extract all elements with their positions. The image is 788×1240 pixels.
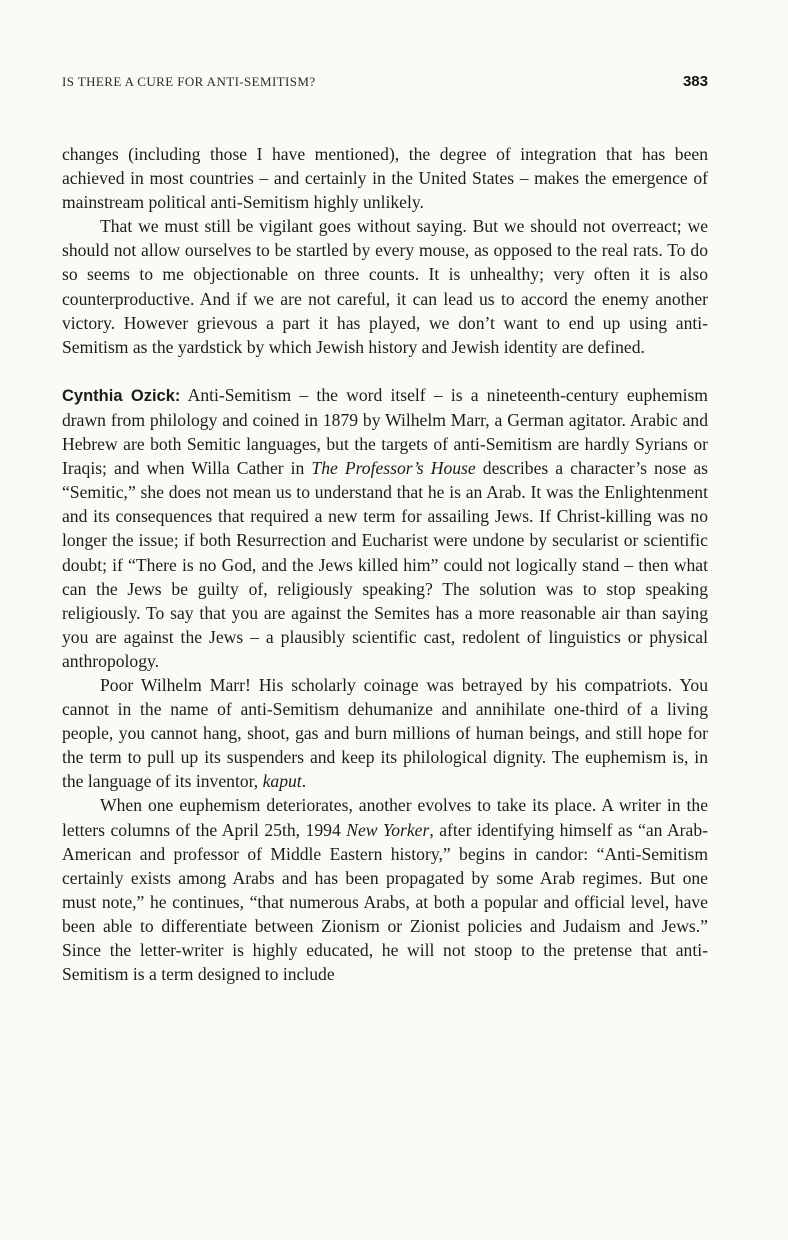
italic-word: kaput (262, 771, 302, 792)
paragraph (62, 673, 708, 793)
paragraph-text: When one euphemism deteriorates, another evolves to take its place. A writer in the letters columns of the April 25th, 1994 (62, 795, 708, 840)
paragraph-text: , after identifying himself as “an Arab-American and professor of Middle Eastern history,” begins in candor: “Anti-Semitism certainly exists among Arabs and has been propagated by some Arab regimes. But one must note,” he continues, “that numerous Arabs, at both a popular and official level, have been able to differentiate between Zionism or Zionist policies and Judaism and Jews.” Since the letter-writer is highly educated, he will not stoop to the pretense that anti-Semitism is a term designed to include (62, 819, 709, 985)
book-title: The Professor’s House (311, 458, 476, 479)
running-title: IS THERE A CURE FOR ANTI-SEMITISM? (62, 74, 316, 89)
paragraph (62, 383, 708, 673)
paragraph: That we must still be vigilant goes without saying. But we should not overreact; we should not allow ourselves to be startled by every mouse, as opposed to the real rats. To do so seems to me objectionable on three counts. It is unhealthy; very often it is also counterproductive. And if we are not careful, it can lead us to accord the enemy another victory. However grievous a part it has played, we don’t want to end up using anti-Semitism as the yardstick by which Jewish history and Jewish identity are defined. (62, 216, 708, 357)
paragraph-text: Anti-Semitism – the word itself – is a nineteenth-century euphemism drawn from philology and coined in 1879 by Wilhelm Marr, a German agitator. Arabic and Hebrew are both Semitic languages, but the targets of anti-Semitism are hardly Syrians or Iraqis; and when Willa Cather in (62, 384, 708, 479)
body-text (62, 142, 708, 986)
paragraph (62, 793, 708, 986)
paragraph-text: . (301, 771, 307, 792)
paragraph-text: Poor Wilhelm Marr! His scholarly coinage was betrayed by his compatriots. You cannot in the name of anti-Semitism dehumanize and annihilate one-third of a living people, you cannot hang, shoot, gas and burn millions of human beings, and still hope for the term to pull up its suspenders and keep its philological dignity. The euphemism is, in the language of its inventor, (62, 674, 708, 792)
magazine-title: New Yorker (346, 819, 430, 840)
page-number: 383 (682, 73, 708, 90)
running-head (62, 73, 708, 90)
paragraph: changes (including those I have mentioned), the degree of integration that has been achieved in most countries – and certainly in the United States – makes the emergence of mainstream political anti-Semitism highly unlikely. (62, 144, 708, 213)
section-break (62, 359, 708, 383)
paragraph-text: describes a character’s nose as “Semitic,” she does not mean us to understand that he is an Arab. It was the Enlightenment and its consequences that required a new term for assailing Jews. If Christ-killing was no longer the issue; if both Resurrection and Eucharist were undone by secularist or scientific doubt; if “There is no God, and the Jews killed him” could not logically stand – then what can the Jews be guilty of, religiously speaking? The solution was to stop speaking religiously. To say that you are against the Semites has a more reasonable air than saying you are against the Jews – a plausibly scientific cast, redolent of linguistics or physical anthropology. (62, 458, 708, 671)
speaker-name: Cynthia Ozick: (62, 386, 181, 405)
